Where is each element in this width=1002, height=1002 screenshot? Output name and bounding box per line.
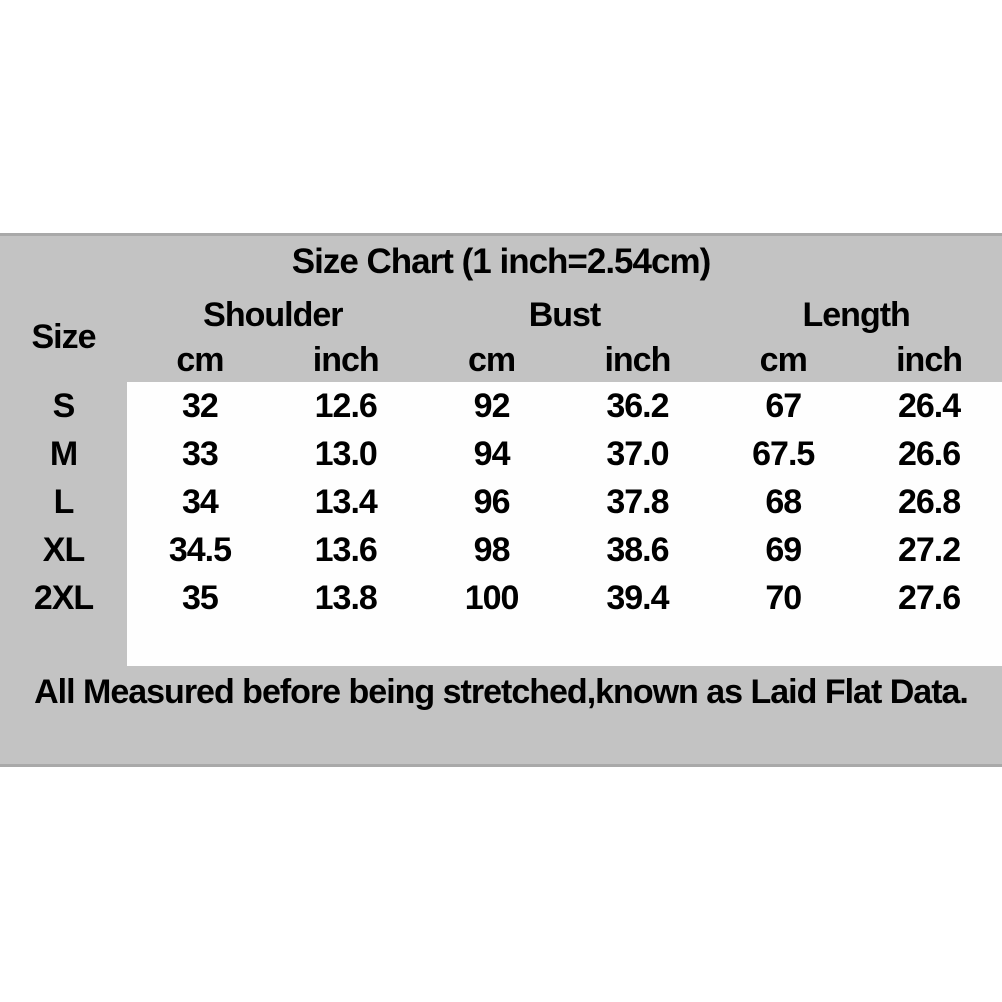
row-header-label: Size	[31, 317, 96, 356]
table-cell: 67	[765, 386, 802, 425]
table-cell: 67.5	[752, 434, 815, 473]
row-label: XL	[42, 531, 85, 570]
table-cell: 68	[765, 482, 802, 521]
unit-header: inch	[604, 340, 671, 379]
table-cell: 13.4	[314, 482, 377, 521]
unit-header: cm	[468, 340, 516, 379]
column-group-bust: Bust	[528, 295, 601, 334]
unit-header: inch	[896, 340, 963, 379]
table-cell: 13.0	[314, 434, 377, 473]
row-label: M	[49, 434, 78, 473]
table-cell: 98	[473, 531, 510, 570]
table-cell: 13.6	[314, 531, 377, 570]
footnote: All Measured before being stretched,known as Laid Flat Data.	[34, 673, 968, 711]
table-cell: 38.6	[606, 531, 669, 570]
table-cell: 27.6	[897, 579, 961, 618]
table-cell: 34	[182, 482, 218, 521]
table-cell: 37.0	[606, 434, 669, 473]
column-group-shoulder: Shoulder	[203, 295, 343, 334]
unit-header: cm	[176, 340, 224, 379]
size-table	[0, 292, 1002, 623]
table-cell: 34.5	[168, 531, 231, 570]
table-cell: 37.8	[606, 482, 669, 521]
table-cell: 35	[182, 579, 218, 618]
unit-header: cm	[759, 340, 807, 379]
table-cell: 27.2	[897, 531, 961, 570]
table-cell: 26.8	[897, 482, 961, 521]
column-group-length: Length	[802, 295, 910, 334]
table-cell: 94	[473, 434, 510, 473]
row-label: S	[52, 386, 75, 425]
table-cell: 100	[464, 579, 519, 618]
chart-title: Size Chart (1 inch=2.54cm)	[291, 242, 711, 281]
unit-header: inch	[312, 340, 379, 379]
table-cell: 69	[765, 531, 802, 570]
table-cell: 70	[765, 579, 802, 618]
table-cell: 26.6	[897, 434, 961, 473]
table-cell: 39.4	[606, 579, 669, 618]
table-cell: 12.6	[314, 386, 377, 425]
table-cell: 26.4	[897, 386, 961, 425]
row-label: 2XL	[33, 579, 94, 618]
table-cell: 13.8	[314, 579, 377, 618]
table-cell: 96	[473, 482, 510, 521]
table-cell: 32	[182, 386, 218, 425]
row-label: L	[53, 482, 74, 521]
table-cell: 33	[182, 434, 218, 473]
table-cell: 92	[473, 386, 510, 425]
table-cell: 36.2	[606, 386, 669, 425]
